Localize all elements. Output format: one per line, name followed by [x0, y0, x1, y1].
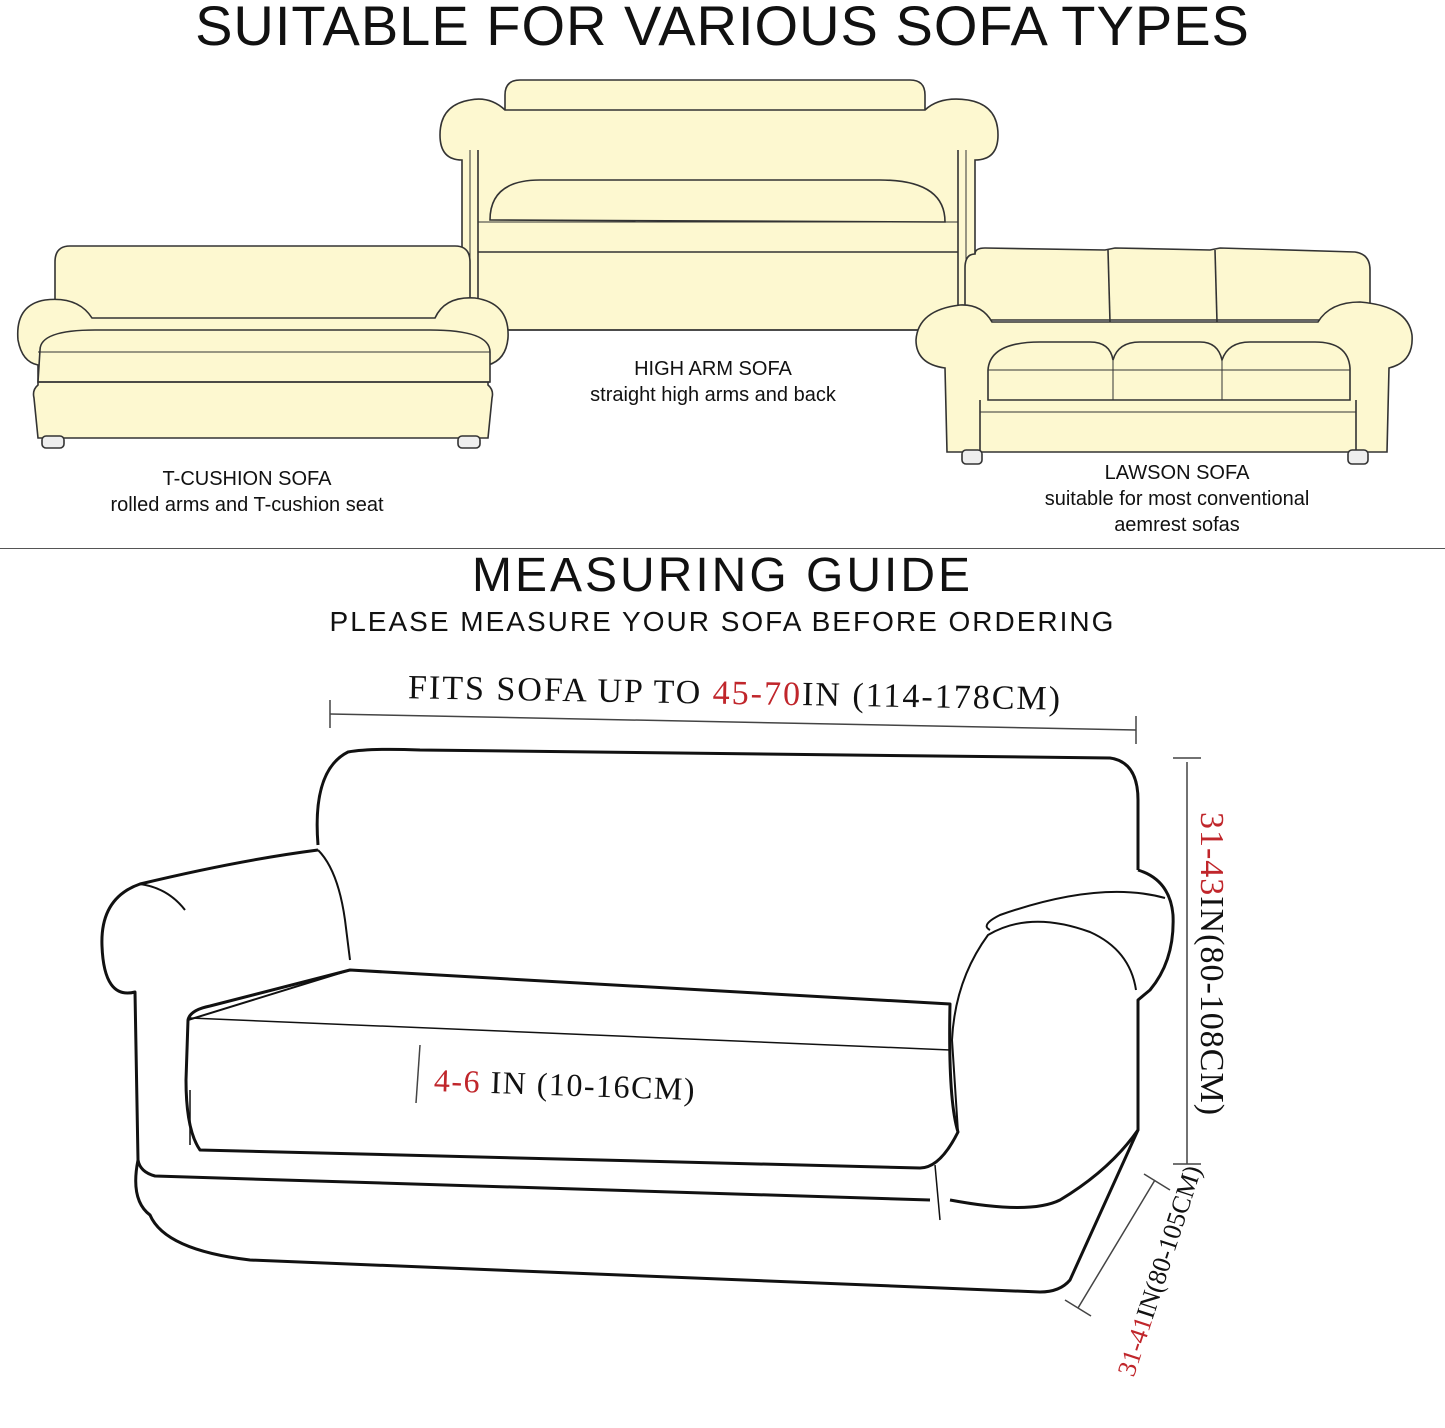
lawson-caption — [1010, 460, 1344, 538]
high-arm-sofa-illustration — [440, 80, 998, 332]
cushion-suffix: IN (10-16CM) — [480, 1063, 697, 1108]
height-suffix: IN(80-108CM) — [1193, 896, 1230, 1117]
sofa-type-description-line2: aemrest sofas — [1114, 514, 1240, 536]
height-range: 31-43 — [1193, 811, 1230, 897]
width-range: 45-70 — [712, 674, 803, 714]
sofa-type-name: HIGH ARM SOFA — [634, 358, 792, 380]
high-arm-caption — [560, 356, 866, 408]
measuring-guide-title: MEASURING GUIDE — [471, 549, 974, 602]
measuring-guide-subtitle: PLEASE MEASURE YOUR SOFA BEFORE ORDERING — [329, 606, 1116, 637]
sofa-type-description: suitable for most conventional — [1044, 488, 1310, 510]
width-suffix: IN (114-178CM) — [801, 676, 1063, 718]
sofa-type-name: T-CUSHION SOFA — [162, 468, 332, 490]
sofa-type-description: rolled arms and T-cushion seat — [110, 494, 384, 516]
page-title: SUITABLE FOR VARIOUS SOFA TYPES — [195, 0, 1250, 57]
width-prefix: FITS SOFA UP TO — [407, 669, 714, 712]
cushion-range: 4-6 — [433, 1062, 482, 1100]
depth-range: 31-41 — [1111, 1313, 1159, 1380]
t-cushion-caption — [80, 466, 414, 518]
sofa-type-description: straight high arms and back — [590, 384, 836, 406]
depth-suffix: IN(80-105CM) — [1130, 1161, 1208, 1323]
t-cushion-sofa-illustration — [18, 246, 508, 448]
sofa-type-name: LAWSON SOFA — [1104, 462, 1250, 484]
measuring-sofa-outline — [102, 749, 1173, 1292]
lawson-sofa-illustration — [916, 248, 1412, 464]
height-measurement-label — [1191, 784, 1231, 1144]
dimension-lines — [330, 700, 1201, 1316]
